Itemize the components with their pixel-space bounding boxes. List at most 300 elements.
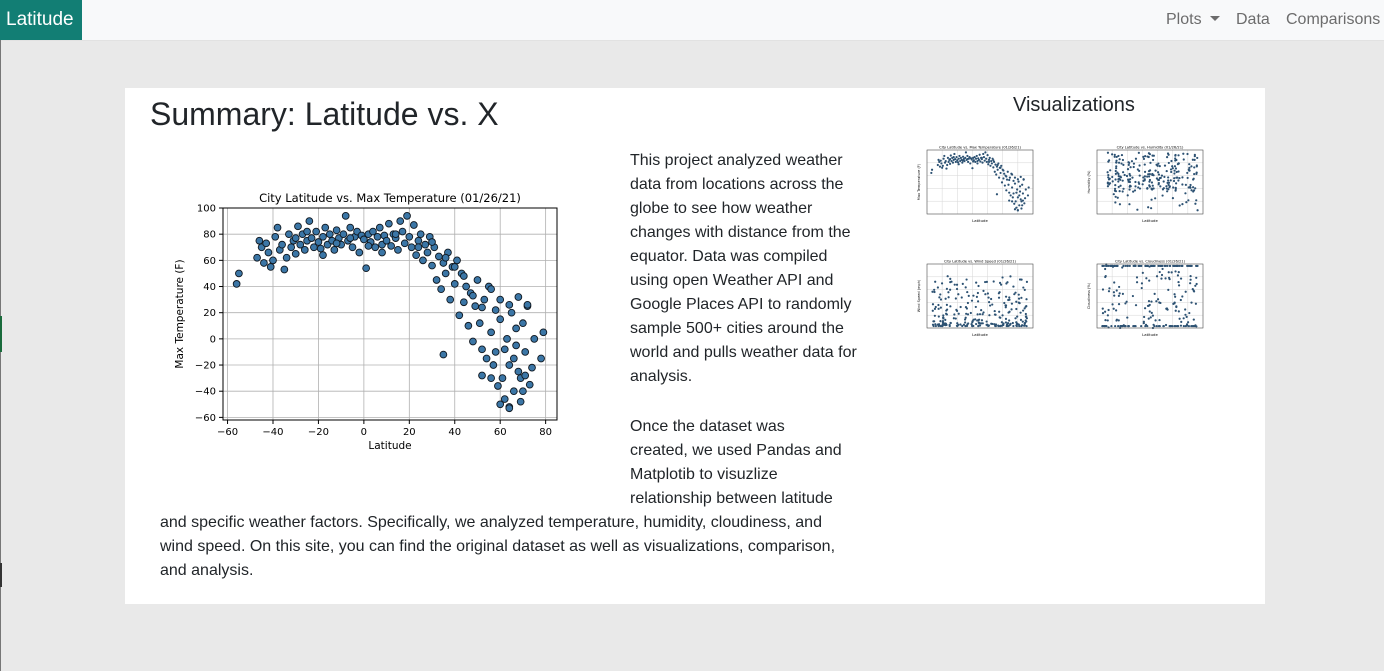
scatter-point <box>470 292 477 299</box>
thumb-point <box>1177 170 1179 172</box>
thumb-point <box>1178 284 1180 286</box>
thumb-point <box>961 162 963 164</box>
scatter-point <box>504 335 511 342</box>
thumb-point <box>1165 324 1167 326</box>
thumb-point <box>1188 312 1190 314</box>
thumb-point <box>1159 325 1161 327</box>
thumb-point <box>1115 167 1117 169</box>
scatter-point <box>404 212 411 219</box>
thumb-point <box>1155 164 1157 166</box>
x-tick-label: 80 <box>539 427 553 438</box>
thumb-point <box>1139 265 1141 267</box>
thumb-points <box>931 275 1028 327</box>
thumb-point <box>1012 325 1014 327</box>
thumb-point <box>965 286 967 288</box>
thumb-point <box>940 307 942 309</box>
scatter-point <box>395 246 402 253</box>
thumb-point <box>1144 171 1146 173</box>
thumb-point <box>974 161 976 163</box>
thumb-point <box>1159 185 1161 187</box>
thumb-point <box>1165 265 1167 267</box>
paragraph-line: Matplotib to visuzlize <box>630 466 778 483</box>
scatter-point <box>422 241 429 248</box>
thumb-point <box>1127 265 1129 267</box>
scatter-point <box>349 244 356 251</box>
thumb-point <box>999 325 1001 327</box>
thumb-point <box>964 318 966 320</box>
thumb-point <box>1002 324 1004 326</box>
thumb-point <box>1177 179 1179 181</box>
thumb-point <box>988 161 990 163</box>
thumb-point <box>1122 180 1124 182</box>
thumb-point <box>982 153 984 155</box>
thumb-point <box>1177 274 1179 276</box>
thumb-point <box>1114 154 1116 156</box>
thumb-point <box>1117 180 1119 182</box>
thumb-point <box>1186 316 1188 318</box>
thumb-point <box>959 323 961 325</box>
thumb-point <box>1104 319 1106 321</box>
chart-title: City Latitude vs. Max Temperature (01/26/21) <box>259 191 521 205</box>
x-tick-label: 0 <box>360 427 368 438</box>
thumb-point <box>1114 178 1116 180</box>
thumb-point <box>998 292 1000 294</box>
thumb-point <box>1166 309 1168 311</box>
scatter-point <box>331 246 338 253</box>
thumb-point <box>1107 181 1109 183</box>
thumb-point <box>1142 183 1144 185</box>
scatter-point <box>267 263 274 270</box>
thumb-point <box>1144 265 1146 267</box>
thumb-point <box>962 283 964 285</box>
thumbnail-wind-speed[interactable] <box>915 258 1038 338</box>
thumb-point <box>1136 209 1138 211</box>
thumb-point <box>1119 292 1121 294</box>
thumbnail-humidity[interactable] <box>1085 144 1208 224</box>
thumb-point <box>947 291 949 293</box>
thumb-point <box>977 325 979 327</box>
thumb-point <box>964 321 966 323</box>
thumb-point <box>956 284 958 286</box>
brand-link[interactable]: Latitude <box>0 0 82 40</box>
thumb-point <box>1156 325 1158 327</box>
thumb-point <box>976 319 978 321</box>
thumb-point <box>1135 265 1137 267</box>
page-title: Summary: Latitude vs. X <box>150 96 499 132</box>
thumb-point <box>1110 325 1112 327</box>
scatter-point <box>497 296 504 303</box>
thumb-point <box>1142 176 1144 178</box>
thumb-point <box>1190 325 1192 327</box>
scatter-point <box>424 249 431 256</box>
thumb-point <box>1174 296 1176 298</box>
thumb-point <box>990 160 992 162</box>
thumb-point <box>979 313 981 315</box>
thumb-point <box>988 159 990 161</box>
thumb-point <box>1142 156 1144 158</box>
thumb-point <box>1008 296 1010 298</box>
thumb-point <box>1023 178 1025 180</box>
thumb-point <box>1104 268 1106 270</box>
thumb-point <box>953 153 955 155</box>
thumb-point <box>1017 209 1019 211</box>
thumb-point <box>1178 162 1180 164</box>
thumb-point <box>945 313 947 315</box>
thumb-point <box>958 163 960 165</box>
thumb-point <box>999 172 1001 174</box>
thumb-point <box>1107 176 1109 178</box>
thumb-point <box>989 157 991 159</box>
thumb-point <box>1018 302 1020 304</box>
thumb-point <box>1195 303 1197 305</box>
y-tick-label: −40 <box>194 386 216 398</box>
thumb-point <box>1178 310 1180 312</box>
thumb-point <box>1154 293 1156 295</box>
thumb-point <box>1166 182 1168 184</box>
thumb-point <box>1152 174 1154 176</box>
thumb-point <box>946 288 948 290</box>
thumb-point <box>1102 325 1104 327</box>
thumb-point <box>1136 276 1138 278</box>
thumb-point <box>1188 163 1190 165</box>
thumb-point <box>1102 288 1104 290</box>
thumb-point <box>1181 295 1183 297</box>
scatter-point <box>488 286 495 293</box>
scatter-point <box>501 346 508 353</box>
thumb-point <box>1170 325 1172 327</box>
thumb-point <box>999 317 1001 319</box>
thumb-point <box>1182 153 1184 155</box>
scatter-point <box>488 329 495 336</box>
thumb-point <box>1157 298 1159 300</box>
thumb-point <box>1115 173 1117 175</box>
thumb-point <box>1114 184 1116 186</box>
scatter-point <box>333 227 340 234</box>
thumb-point <box>1021 204 1023 206</box>
thumb-point <box>1181 176 1183 178</box>
scatter-point <box>522 372 529 379</box>
thumb-point <box>1194 155 1196 157</box>
thumb-point <box>1010 308 1012 310</box>
thumb-point <box>1185 201 1187 203</box>
scatter-point <box>270 257 277 264</box>
nav-plots-dropdown[interactable] <box>1166 0 1220 40</box>
thumb-point <box>937 325 939 327</box>
thumb-point <box>1154 170 1156 172</box>
thumb-point <box>1169 265 1171 267</box>
thumb-point <box>1122 188 1124 190</box>
scatter-point <box>272 233 279 240</box>
scatter-point <box>492 307 499 314</box>
thumb-point <box>1134 325 1136 327</box>
thumb-point <box>1113 291 1115 293</box>
thumb-point <box>969 162 971 164</box>
scatter-point <box>333 240 340 247</box>
scatter-point <box>410 222 417 229</box>
thumb-point <box>932 303 934 305</box>
thumb-point <box>1171 271 1173 273</box>
thumb-point <box>1192 178 1194 180</box>
thumb-point <box>1127 168 1129 170</box>
thumb-point <box>933 289 935 291</box>
thumb-point <box>1168 162 1170 164</box>
thumb-point <box>984 160 986 162</box>
thumb-point <box>1196 172 1198 174</box>
thumb-point <box>1135 304 1137 306</box>
thumb-point <box>1007 184 1009 186</box>
thumb-point <box>1188 325 1190 327</box>
thumb-point <box>1194 203 1196 205</box>
thumb-point <box>1011 186 1013 188</box>
thumb-point <box>1161 268 1163 270</box>
thumb-point <box>1157 265 1159 267</box>
thumb-point <box>1148 175 1150 177</box>
thumb-point <box>1117 325 1119 327</box>
x-tick-label: 40 <box>448 427 462 438</box>
thumb-point <box>1194 159 1196 161</box>
thumb-point <box>1113 308 1115 310</box>
thumb-point <box>1008 324 1010 326</box>
thumb-point <box>1175 177 1177 179</box>
thumb-point <box>1185 184 1187 186</box>
thumb-point <box>937 304 939 306</box>
scatter-point <box>442 254 449 261</box>
thumb-point <box>987 324 989 326</box>
thumb-ylabel: Max Temperature (F) <box>917 163 921 201</box>
paragraph-line: and analysis. <box>160 562 254 579</box>
y-tick-label: −60 <box>194 412 216 424</box>
thumb-point <box>956 288 958 290</box>
thumb-frame <box>1097 264 1203 328</box>
thumb-point <box>1015 321 1017 323</box>
thumb-point <box>981 319 983 321</box>
thumb-point <box>955 317 957 319</box>
scatter-point <box>281 266 288 273</box>
thumb-point <box>955 297 957 299</box>
thumb-point <box>1183 317 1185 319</box>
thumb-point <box>1018 294 1020 296</box>
thumb-point <box>1173 293 1175 295</box>
thumb-point <box>933 320 935 322</box>
thumb-point <box>1119 185 1121 187</box>
scatter-point <box>385 220 392 227</box>
chevron-down-icon <box>1210 16 1220 21</box>
thumb-point <box>1194 187 1196 189</box>
paragraph-line: Once the dataset was <box>630 418 785 435</box>
thumb-title: City Latitude vs. Cloudiness (01/26/21) <box>1115 259 1185 264</box>
thumb-point <box>956 322 958 324</box>
thumb-point <box>1161 274 1163 276</box>
thumb-point <box>997 164 999 166</box>
thumb-point <box>1009 275 1011 277</box>
thumb-point <box>986 161 988 163</box>
thumb-point <box>1114 325 1116 327</box>
thumb-point <box>998 297 1000 299</box>
nav-data-link[interactable]: Data <box>1236 11 1270 28</box>
thumb-point <box>934 323 936 325</box>
thumb-point <box>1183 158 1185 160</box>
thumb-point <box>1113 295 1115 297</box>
thumb-point <box>958 158 960 160</box>
nav-plots-label: Plots <box>1166 11 1202 28</box>
thumb-grid <box>927 150 1033 214</box>
thumb-point <box>1122 190 1124 192</box>
thumb-point <box>1195 265 1197 267</box>
thumb-point <box>968 295 970 297</box>
thumb-point <box>949 163 951 165</box>
thumb-point <box>1108 290 1110 292</box>
scatter-point <box>492 349 499 356</box>
thumbnail-cloudiness[interactable] <box>1085 258 1208 338</box>
scatter-point <box>260 260 267 267</box>
thumb-point <box>937 164 939 166</box>
thumb-point <box>976 313 978 315</box>
thumb-point <box>1165 185 1167 187</box>
y-tick-label: 100 <box>196 203 216 215</box>
thumb-point <box>1168 271 1170 273</box>
scatter-point <box>524 301 531 308</box>
scatter-point <box>420 257 427 264</box>
scatter-point <box>483 355 490 362</box>
thumb-point <box>1173 172 1175 174</box>
thumb-point <box>1163 180 1165 182</box>
thumb-point <box>1174 165 1176 167</box>
thumb-point <box>1119 190 1121 192</box>
thumb-point <box>942 317 944 319</box>
thumb-point <box>1017 181 1019 183</box>
nav-comparisons-link[interactable]: Comparisons <box>1286 11 1381 28</box>
thumb-point <box>1004 304 1006 306</box>
thumb-point <box>1007 171 1009 173</box>
thumb-point <box>1120 162 1122 164</box>
thumb-points <box>1107 152 1199 212</box>
thumb-point <box>1020 278 1022 280</box>
thumb-point <box>1025 320 1027 322</box>
scatter-point <box>540 329 547 336</box>
scatter-point <box>460 273 467 280</box>
thumb-point <box>1015 192 1017 194</box>
paragraph-line: created, we used Pandas and <box>630 442 842 459</box>
thumb-point <box>937 286 939 288</box>
thumb-point <box>1012 285 1014 287</box>
paragraph-line: wind speed. On this site, you can find the original dataset as well as visualizations, comparison, <box>160 538 836 555</box>
thumbnail-max-temperature[interactable] <box>915 144 1038 224</box>
thumb-point <box>1140 325 1142 327</box>
thumb-point <box>1170 171 1172 173</box>
thumb-point <box>1176 171 1178 173</box>
thumb-point <box>1115 161 1117 163</box>
thumb-point <box>1119 158 1121 160</box>
thumb-point <box>1154 197 1156 199</box>
thumb-point <box>979 154 981 156</box>
scatter-point <box>408 244 415 251</box>
thumb-point <box>1151 312 1153 314</box>
thumb-point <box>1158 183 1160 185</box>
thumb-point <box>1146 176 1148 178</box>
thumb-point <box>971 300 973 302</box>
thumb-point <box>1181 183 1183 185</box>
thumb-point <box>1018 325 1020 327</box>
thumb-point <box>1012 322 1014 324</box>
thumb-point <box>988 314 990 316</box>
thumb-point <box>1024 197 1026 199</box>
thumb-point <box>949 289 951 291</box>
thumb-point <box>1111 303 1113 305</box>
scatter-point <box>506 405 513 412</box>
thumb-point <box>1022 321 1024 323</box>
thumb-point <box>1116 289 1118 291</box>
thumb-point <box>1187 321 1189 323</box>
thumb-point <box>962 156 964 158</box>
paragraph-line: and specific weather factors. Specifically, we analyzed temperature, humidity, cloudiness, and <box>160 514 822 531</box>
y-tick-label: 20 <box>203 308 216 320</box>
thumb-point <box>1114 201 1116 203</box>
scatter-point <box>488 375 495 382</box>
thumb-point <box>1169 185 1171 187</box>
scatter-point <box>479 346 486 353</box>
thumb-point <box>1109 182 1111 184</box>
thumb-point <box>956 325 958 327</box>
thumb-point <box>940 298 942 300</box>
thumb-point <box>1152 159 1154 161</box>
thumb-xlabel: Latitude <box>972 218 988 223</box>
x-tick-label: −60 <box>216 427 239 438</box>
scatter-point <box>397 218 404 225</box>
thumb-point <box>997 169 999 171</box>
thumb-point <box>1160 277 1162 279</box>
thumb-point <box>1107 319 1109 321</box>
thumb-point <box>995 325 997 327</box>
thumb-point <box>1014 182 1016 184</box>
thumb-point <box>1186 153 1188 155</box>
scatter-point <box>388 243 395 250</box>
thumb-point <box>1020 325 1022 327</box>
thumb-point <box>1001 181 1003 183</box>
thumb-point <box>1020 198 1022 200</box>
left-edge-marker <box>0 316 2 352</box>
thumb-point <box>1175 167 1177 169</box>
scatter-point <box>374 233 381 240</box>
thumb-point <box>1164 165 1166 167</box>
thumb-point <box>976 162 978 164</box>
thumb-point <box>977 285 979 287</box>
thumb-point <box>1122 325 1124 327</box>
thumb-point <box>994 171 996 173</box>
thumb-point <box>946 164 948 166</box>
thumb-point <box>1150 188 1152 190</box>
thumb-point <box>1175 187 1177 189</box>
thumb-point <box>1005 321 1007 323</box>
thumb-point <box>1126 316 1128 318</box>
thumb-point <box>1017 178 1019 180</box>
thumb-point <box>970 312 972 314</box>
thumb-point <box>1001 321 1003 323</box>
scatter-point <box>465 322 472 329</box>
thumb-point <box>948 161 950 163</box>
thumb-point <box>981 162 983 164</box>
thumb-point <box>960 306 962 308</box>
scatter-point <box>415 244 422 251</box>
scatter-point <box>372 244 379 251</box>
thumb-point <box>1013 203 1015 205</box>
scatter-point <box>322 224 329 231</box>
thumb-point <box>1107 265 1109 267</box>
thumb-point <box>967 302 969 304</box>
thumb-point <box>1120 176 1122 178</box>
scatter-point <box>538 355 545 362</box>
thumb-point <box>1175 182 1177 184</box>
thumb-point <box>1108 159 1110 161</box>
